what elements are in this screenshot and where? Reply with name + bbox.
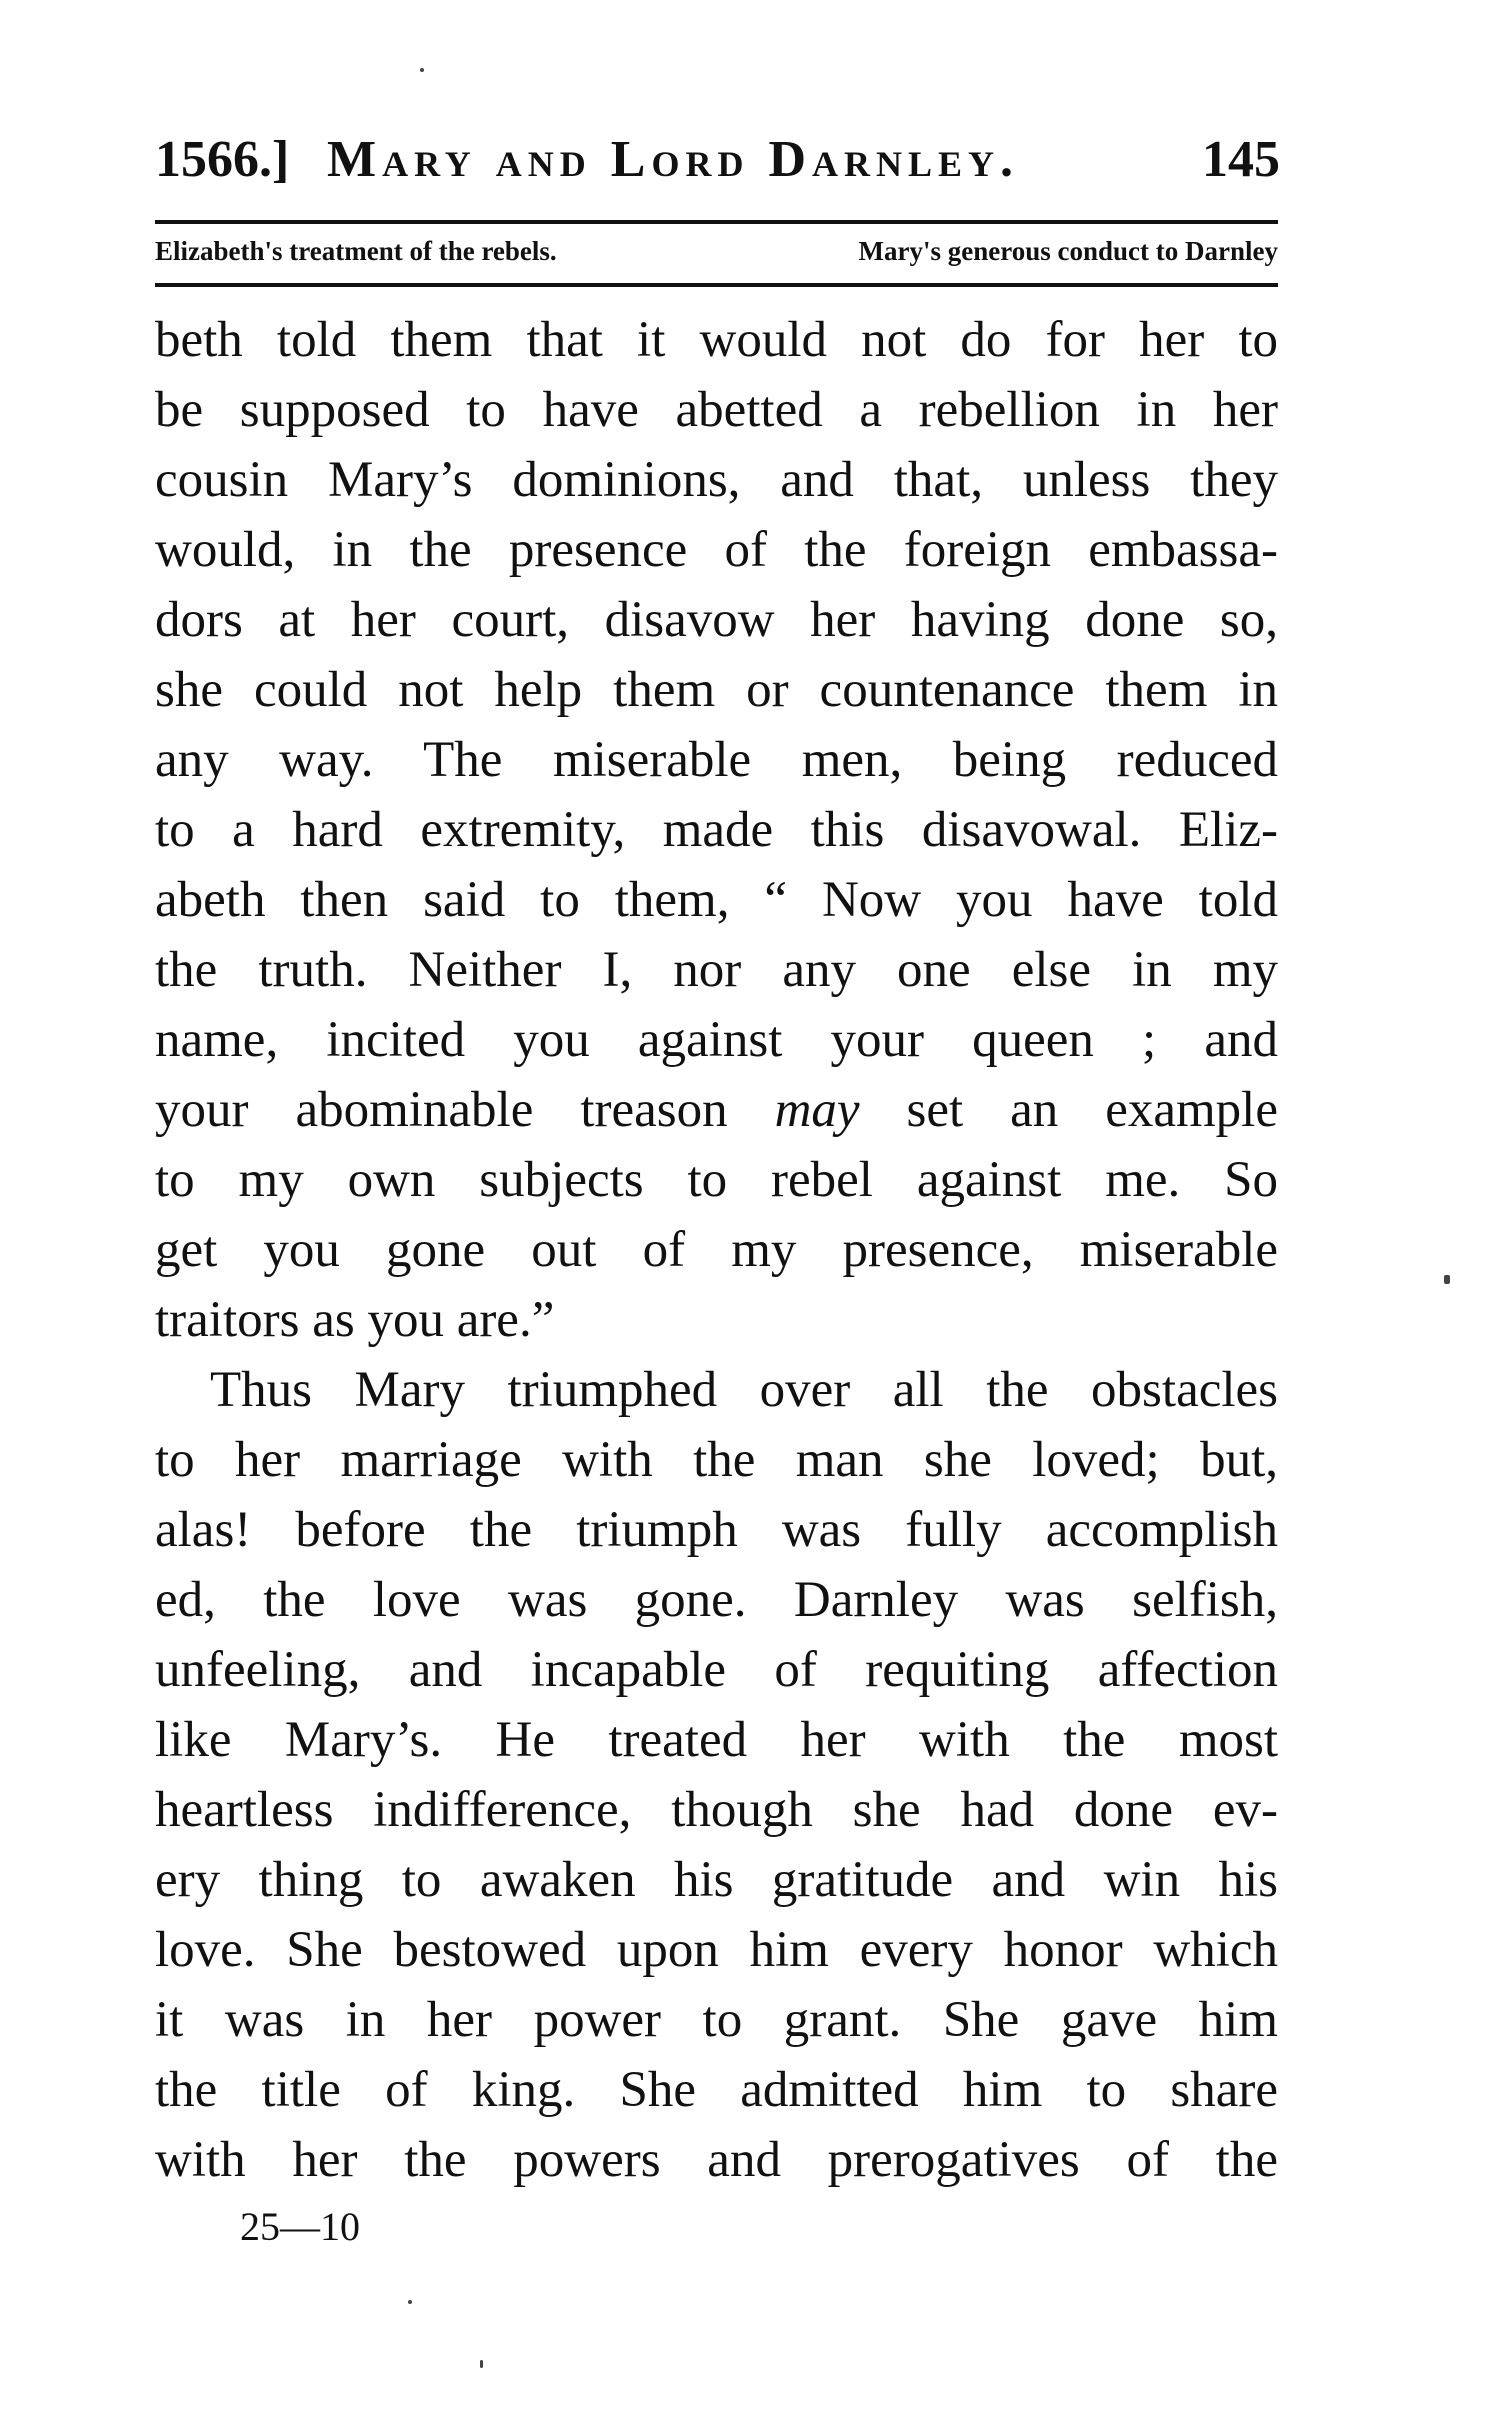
text-line: traitors as you are.” [155, 1292, 555, 1348]
page-number: 145 [1202, 131, 1280, 188]
text-line: any way. The miserable men, being reduced [155, 732, 1278, 788]
header-title: Mary and Lord Darnley. [327, 131, 1020, 188]
header-rule-top [155, 220, 1278, 224]
paper-speck [408, 2300, 412, 2304]
header-year: 1566.] [155, 131, 290, 188]
text-segment: set an example [906, 1082, 1278, 1138]
text-line: beth told them that it would not do for her to [155, 312, 1278, 368]
body-text [155, 305, 1278, 2195]
paragraph-start-line: Thus Mary triumphed over all the obstacles [210, 1362, 1278, 1418]
text-line: ed, the love was gone. Darnley was selfish, [155, 1572, 1278, 1628]
text-line: alas! before the triumph was fully accomplish [155, 1502, 1278, 1558]
text-line: abeth then said to them, “ Now you have told [155, 872, 1278, 928]
text-line: heartless indifference, though she had done ev- [155, 1782, 1278, 1838]
text-line: love. She bestowed upon him every honor which [155, 1922, 1278, 1978]
text-line: be supposed to have abetted a rebellion in her [155, 382, 1278, 438]
text-line: get you gone out of my presence, miserable [155, 1222, 1278, 1278]
text-line: ery thing to awaken his gratitude and win his [155, 1852, 1278, 1908]
text-line: to my own subjects to rebel against me. So [155, 1152, 1278, 1208]
running-header [155, 130, 1280, 200]
header-rule-bottom [155, 283, 1278, 287]
text-line: to her marriage with the man she loved; but, [155, 1432, 1278, 1488]
text-line: with her the powers and prerogatives of the [155, 2132, 1278, 2188]
text-line: name, incited you against your queen ; and [155, 1012, 1278, 1068]
text-line-with-italic [155, 1075, 1278, 1145]
subheader-right: Mary's generous conduct to Darnley [858, 236, 1278, 266]
running-subheader [155, 236, 1278, 276]
printer-signature-mark: 25—10 [240, 2204, 360, 2249]
paper-speck [480, 2360, 483, 2368]
text-line: she could not help them or countenance them in [155, 662, 1278, 718]
text-line: unfeeling, and incapable of requiting affection [155, 1642, 1278, 1698]
text-line: it was in her power to grant. She gave him [155, 1992, 1278, 2048]
text-segment: your abominable treason [155, 1082, 728, 1138]
text-line: the truth. Neither I, nor any one else in my [155, 942, 1278, 998]
text-line: would, in the presence of the foreign embassa- [155, 522, 1278, 578]
text-line: dors at her court, disavow her having done so, [155, 592, 1278, 648]
text-line: to a hard extremity, made this disavowal. Eliz- [155, 802, 1278, 858]
paper-speck [420, 68, 424, 72]
italic-emphasis: may [774, 1082, 860, 1138]
text-line: cousin Mary’s dominions, and that, unless they [155, 452, 1278, 508]
subheader-left: Elizabeth's treatment of the rebels. [155, 236, 557, 266]
text-line: like Mary’s. He treated her with the most [155, 1712, 1278, 1768]
text-line: the title of king. She admitted him to share [155, 2062, 1278, 2118]
paper-speck [1444, 1275, 1450, 1284]
